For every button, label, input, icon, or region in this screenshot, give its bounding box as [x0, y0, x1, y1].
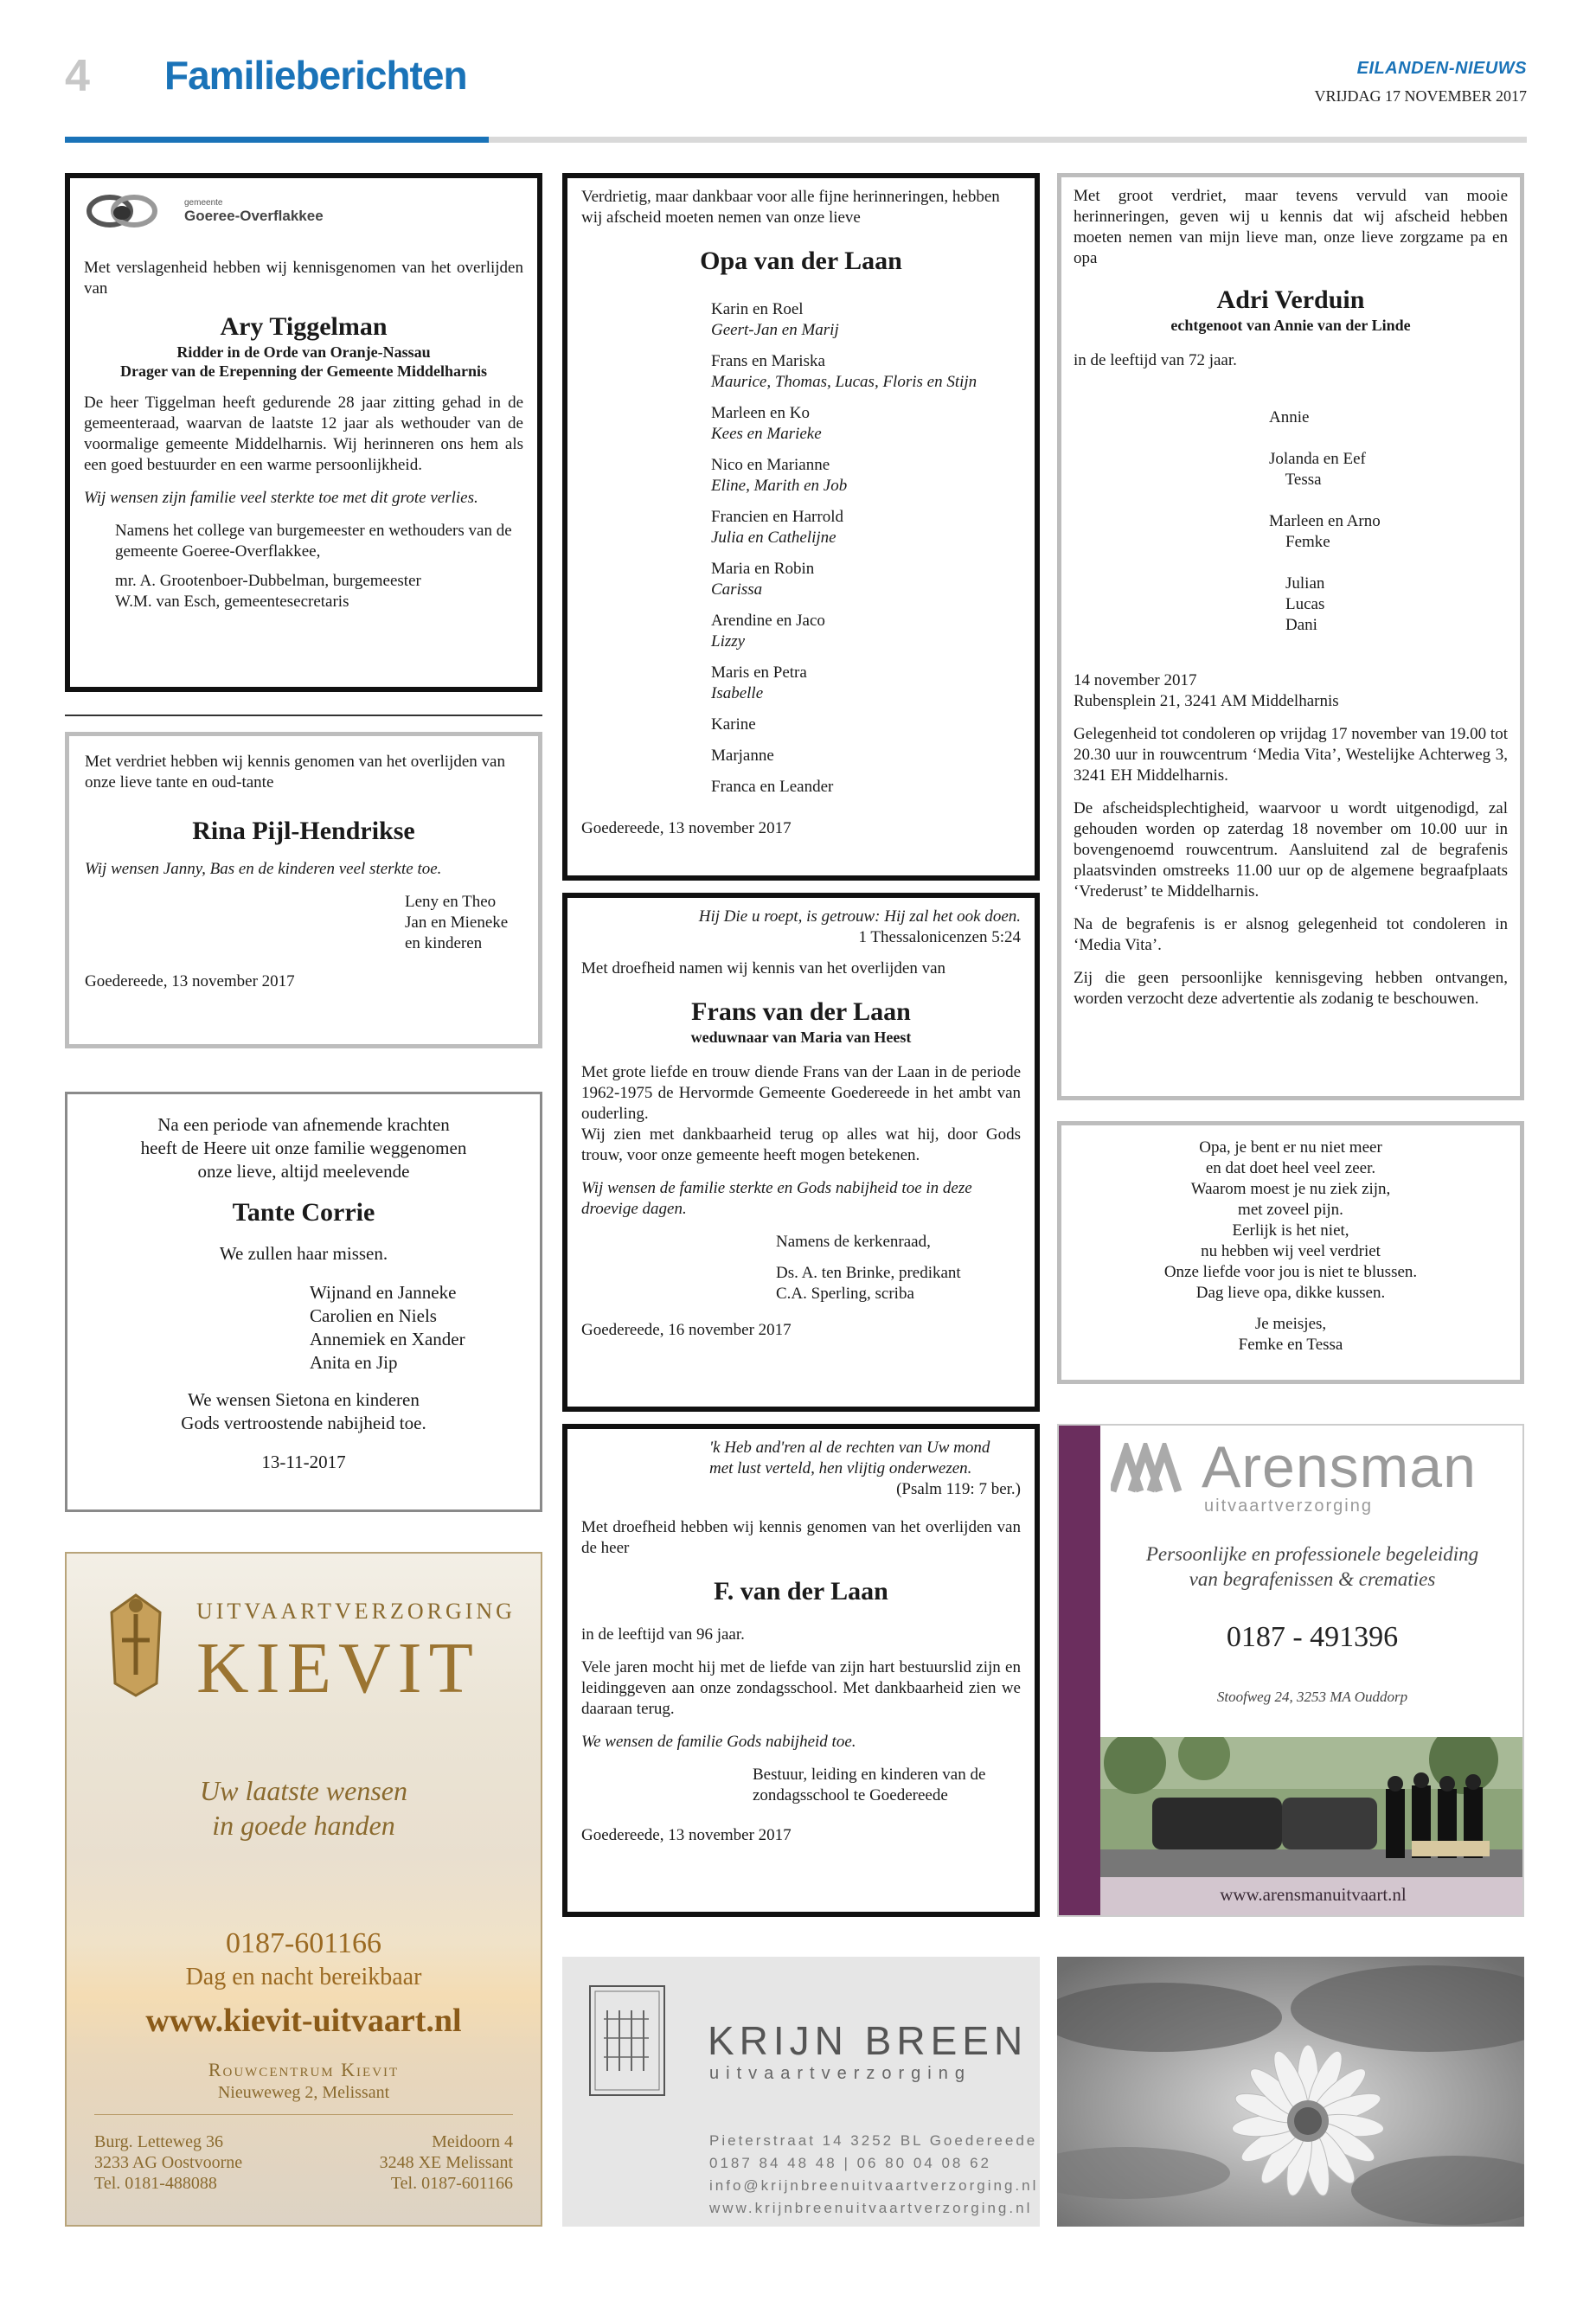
krijn-breen-logo-icon	[588, 1984, 666, 2097]
family-member: Julian	[1269, 574, 1325, 593]
ad-kievit-top: UITVAARTVERZORGING	[196, 1599, 516, 1624]
deceased-name: Tante Corrie	[232, 1198, 375, 1227]
miss-text: We zullen haar missen.	[219, 1243, 388, 1264]
signature: en kinderen	[405, 934, 483, 952]
poem-line: Dag lieve opa, dikke kussen.	[1195, 1284, 1386, 1302]
family-member: Tessa	[1269, 471, 1322, 489]
family-group	[711, 611, 1021, 652]
slogan-line: Uw laatste wensen	[200, 1775, 407, 1806]
family-grandchildren: Kees en Marieke	[711, 425, 822, 443]
family-member: Femke	[1269, 533, 1330, 551]
address-line: 3233 AG Oostvoorne	[94, 2153, 243, 2172]
ad-kievit	[65, 1552, 542, 2227]
family-group	[711, 351, 1021, 393]
deceased-name: Ary Tiggelman	[220, 312, 388, 341]
wish-text: Gods vertroostende nabijheid toe.	[181, 1413, 426, 1433]
deceased-name: Adri Verduin	[1216, 285, 1365, 314]
signature: Bestuur, leiding en kinderen van de zondagsschool te Goedereede	[753, 1766, 986, 1804]
family-group	[711, 746, 1021, 766]
signoff: Namens de kerkenraad,	[776, 1233, 931, 1251]
signature: Ds. A. ten Brinke, predikant	[776, 1264, 961, 1282]
poem-line: Waarom moest je nu ziek zijn,	[1190, 1180, 1391, 1198]
family-grandchildren: Isabelle	[711, 684, 764, 702]
body-text: Met grote liefde en trouw diende Frans van der Laan in de periode 1962-1975 de Hervormde Gemeente Goedereede in het ambt van ouderling.	[581, 1063, 1021, 1123]
notice-frans	[562, 893, 1040, 1412]
place-date: Goedereede, 13 november 2017	[581, 819, 792, 837]
intro: Met droefheid hebben wij kennis genomen van het overlijden van de heer	[581, 1518, 1021, 1557]
wish-text: Wij wensen zijn familie veel sterkte toe met dit grote verlies.	[84, 489, 478, 507]
section-title: Familieberichten	[164, 53, 467, 98]
family-parents: Marjanne	[711, 747, 774, 765]
address-line: Tel. 0187-601166	[390, 2174, 513, 2193]
body-text: Vele jaren mocht hij met de liefde van zijn hart bestuurslid zijn en leidinggeven aan onze zondagsschool. Met dankbaarheid zien we daaraan terug.	[581, 1658, 1021, 1718]
subtitle: weduwnaar van Maria van Heest	[690, 1029, 912, 1046]
tagline-line: Persoonlijke en professionele begeleiding	[1145, 1543, 1479, 1565]
funeral-photo	[1100, 1737, 1524, 1877]
family-group	[711, 777, 1021, 798]
deceased-name: Frans van der Laan	[691, 997, 911, 1026]
family-group	[711, 403, 1021, 445]
arensman-logo-icon	[1111, 1443, 1189, 1495]
wish-text: We wensen de familie Gods nabijheid toe.	[581, 1733, 856, 1751]
poem-line: met zoveel pijn.	[1238, 1201, 1343, 1219]
condolence-text: Gelegenheid tot condoleren op vrijdag 17 november van 19.00 tot 20.30 uur in rouwcentrum ‘Media Vita’, Westelijke Achterweg 3, 3241 EH Middelharnis.	[1074, 725, 1508, 785]
age-text: in de leeftijd van 72 jaar.	[1074, 351, 1237, 369]
body-text: De heer Tiggelman heeft gedurende 28 jaar zitting gehad in de gemeenteraad, waarvan de laatste 12 jaar als wethouder van de voormalige gemeente Middelharnis. Wij herinneren ons hem als een goed bestuurder en een warme persoonlijkheid.	[84, 394, 523, 474]
family-list	[1074, 407, 1508, 636]
address-line: Burg. Letteweg 36	[94, 2132, 224, 2151]
ad-kievit-brand: KIEVIT	[196, 1628, 480, 1708]
family-member: Anita en Jip	[310, 1352, 398, 1373]
intro: Met droefheid namen wij kennis van het overlijden van	[581, 959, 946, 977]
family-group	[711, 559, 1021, 600]
address: Rubensplein 21, 3241 AM Middelharnis	[1074, 692, 1339, 710]
signature: Je meisjes,	[1254, 1315, 1327, 1333]
family-parents: Karine	[711, 715, 756, 734]
family-member: Lucas	[1269, 595, 1325, 613]
psalm-quote: 'k Heb and'ren al de rechten van Uw mond	[709, 1439, 990, 1457]
family-parents: Franca en Leander	[711, 778, 834, 796]
family-parents: Nico en Marianne	[711, 456, 830, 474]
ad-arensman	[1057, 1424, 1524, 1917]
deceased-name: F. van der Laan	[714, 1577, 888, 1606]
subtitle: echtgenoot van Annie van der Linde	[1170, 317, 1411, 334]
family-grandchildren: Maurice, Thomas, Lucas, Floris en Stijn	[711, 373, 977, 391]
email-link[interactable]: info@krijnbreenuitvaartverzorging.nl	[709, 2177, 1039, 2194]
phone-line: 0187 84 48 48 | 06 80 04 08 62	[709, 2155, 992, 2171]
family-member: Wijnand en Janneke	[310, 1282, 457, 1303]
ad-kievit-availability: Dag en nacht bereikbaar	[185, 1964, 422, 1990]
signature: C.A. Sperling, scriba	[776, 1285, 914, 1303]
intro: Met verslagenheid hebben wij kennisgenomen van het overlijden van	[84, 259, 523, 298]
divider	[65, 715, 542, 716]
family-member: Jolanda en Eef	[1269, 450, 1366, 468]
poem	[1074, 1138, 1508, 1304]
psalm-reference: (Psalm 119: 7 ber.)	[896, 1480, 1021, 1498]
family-parents: Marleen en Ko	[711, 404, 810, 422]
arensman-address: Stoofweg 24, 3253 MA Ouddorp	[1216, 1689, 1408, 1705]
family-grandchildren: Geert-Jan en Marij	[711, 321, 839, 339]
family-member: Marleen en Arno	[1269, 512, 1381, 530]
arensman-tagline	[1100, 1541, 1524, 1592]
age-text: in de leeftijd van 96 jaar.	[581, 1625, 745, 1644]
krijn-breen-brand: KRIJN BREEN	[708, 2018, 1029, 2063]
daisy-photo	[1057, 1957, 1524, 2227]
intro-line: onze lieve, altijd meelevende	[197, 1161, 410, 1182]
family-parents: Frans en Mariska	[711, 352, 825, 370]
signature: Femke en Tessa	[1238, 1336, 1343, 1354]
honor-line: Ridder in de Orde van Oranje-Nassau	[176, 343, 431, 361]
place-date: Goedereede, 16 november 2017	[581, 1321, 792, 1339]
signature: Jan en Mieneke	[405, 913, 509, 932]
header-rule-accent	[65, 137, 489, 143]
family-parents: Francien en Harrold	[711, 508, 843, 526]
ad-divider	[94, 2114, 513, 2115]
poem-line: en dat doet heel veel zeer.	[1205, 1159, 1376, 1177]
address-line: 3248 XE Melissant	[379, 2153, 513, 2172]
body-text: Wij zien met dankbaarheid terug op alles wat hij, door Gods trouw, voor onze gemeente heeft mogen betekenen.	[581, 1125, 1021, 1164]
family-grandchildren: Julia en Cathelijne	[711, 529, 836, 547]
arensman-tag: uitvaartverzorging	[1204, 1497, 1373, 1516]
intro: Verdrietig, maar dankbaar voor alle fijne herinneringen, hebben wij afscheid moeten nemen van onze lieve	[581, 188, 1000, 227]
notice-corrie	[65, 1092, 542, 1512]
header-rule	[489, 137, 1527, 143]
place-date: Goedereede, 13 november 2017	[85, 972, 295, 990]
ad-accent-bar	[1059, 1426, 1100, 1915]
intro-line: Na een periode van afnemende krachten	[157, 1114, 450, 1135]
arensman-website[interactable]: www.arensmanuitvaart.nl	[1220, 1884, 1407, 1905]
website-link[interactable]: www.krijnbreenuitvaartverzorging.nl	[709, 2200, 1033, 2216]
family-group	[711, 663, 1021, 704]
condolence-text: Na de begrafenis is er alsnog gelegenheid tot condoleren in ‘Media Vita’.	[1074, 915, 1508, 954]
family-parents: Maris en Petra	[711, 663, 807, 682]
intro: Met groot verdriet, maar tevens vervuld van mooie herinneringen, geven wij u kennis dat wij afscheid hebben moeten nemen van mijn lieve man, onze lieve zorgzame pa en opa	[1074, 187, 1508, 267]
poem-line: Onze liefde voor jou is niet te blussen.	[1163, 1263, 1418, 1281]
page-number: 4	[65, 51, 90, 101]
ad-kievit-location-right	[380, 2131, 513, 2194]
family-member: Dani	[1269, 616, 1317, 634]
family-member: Carolien en Niels	[310, 1305, 437, 1326]
notice-opa	[562, 173, 1040, 881]
wish-text: We wensen Sietona en kinderen	[188, 1389, 420, 1410]
family-grandchildren: Carissa	[711, 580, 763, 599]
ad-kievit-website[interactable]: www.kievit-uitvaart.nl	[145, 2003, 462, 2039]
family-parents: Karin en Roel	[711, 300, 804, 318]
date: 13-11-2017	[261, 1452, 346, 1472]
ceremony-text: De afscheidsplechtigheid, waarvoor u wordt uitgenodigd, zal gehouden worden op zaterdag 18 november om 10.00 uur in bovengenoemd rouwcentrum. Aansluitend zal de begrafenis plaatsvinden omstreeks 11.00 uur op de algemene begraafplaats ‘Vrederust’ te Middelharnis.	[1074, 799, 1508, 901]
family-grandchildren: Eline, Marith en Job	[711, 477, 848, 495]
family-group	[711, 299, 1021, 341]
place-date: Goedereede, 13 november 2017	[581, 1826, 792, 1844]
arensman-phone: 0187 - 491396	[1226, 1621, 1399, 1653]
address-line: Pieterstraat 14 3252 BL Goedereede	[709, 2132, 1038, 2149]
slogan-line: in goede handen	[212, 1810, 395, 1841]
notice-rina	[65, 732, 542, 1048]
family-member: Annemiek en Xander	[310, 1329, 465, 1349]
psalm-quote: met lust verteld, hen vlijtig onderwezen.	[709, 1459, 972, 1477]
notice-text: Zij die geen persoonlijke kennisgeving hebben ontvangen, worden verzocht deze advertentie als zodanig te beschouwen.	[1074, 969, 1508, 1008]
poem-line: nu hebben wij veel verdriet	[1201, 1242, 1381, 1260]
notice-adri	[1057, 173, 1524, 1100]
intro: Met verdriet hebben wij kennis genomen van het overlijden van onze lieve tante en oud-tante	[85, 753, 505, 792]
date: 14 november 2017	[1074, 671, 1197, 689]
poem-line: Eerlijk is het niet,	[1232, 1221, 1349, 1240]
signature: mr. A. Grootenboer-Dubbelman, burgemeester	[115, 572, 421, 590]
ad-kievit-center-address: Nieuweweg 2, Melissant	[217, 2083, 390, 2102]
municipality-logo: gemeente Goeree-Overflakkee	[84, 187, 523, 235]
municipality-logo-icon	[84, 194, 179, 228]
family-group	[711, 455, 1021, 497]
ad-krijn-breen	[562, 1957, 1040, 2227]
krijn-breen-tag: uitvaartverzorging	[709, 2064, 971, 2083]
deceased-name: Rina Pijl-Hendrikse	[192, 817, 415, 845]
intro-line: heeft de Heere uit onze familie weggenomen	[140, 1138, 467, 1158]
address-line: Meidoorn 4	[432, 2132, 513, 2151]
notice-poem	[1057, 1121, 1524, 1384]
signature: W.M. van Esch, gemeentesecretaris	[115, 593, 349, 611]
signoff: Namens het college van burgemeester en wethouders van de gemeente Goeree-Overflakkee,	[115, 522, 512, 561]
family-group	[711, 715, 1021, 735]
family-member: Annie	[1269, 408, 1310, 426]
honor-line: Drager van de Erepenning der Gemeente Middelharnis	[120, 362, 487, 380]
family-member	[1269, 490, 1508, 511]
wish-text: Wij wensen de familie sterkte en Gods nabijheid toe in deze droevige dagen.	[581, 1179, 972, 1218]
wish-text: Wij wensen Janny, Bas en de kinderen veel sterkte toe.	[85, 860, 442, 878]
tagline-line: van begrafenissen & crematies	[1189, 1568, 1436, 1590]
address-line: Tel. 0181-488088	[94, 2174, 217, 2193]
ad-kievit-slogan	[67, 1773, 541, 1843]
poem-line: Opa, je bent er nu niet meer	[1199, 1138, 1382, 1157]
notice-tiggelman	[65, 173, 542, 692]
deceased-name: Opa van der Laan	[700, 247, 902, 275]
family-list	[581, 299, 1021, 798]
ad-kievit-phone: 0187-601166	[225, 1927, 382, 1959]
bible-reference: 1 Thessalonicenzen 5:24	[858, 928, 1021, 946]
ad-kievit-center: Rouwcentrum Kievit	[208, 2059, 400, 2080]
family-parents: Maria en Robin	[711, 560, 815, 578]
family-member	[1269, 553, 1508, 574]
issue-date: VRIJDAG 17 NOVEMBER 2017	[1314, 87, 1527, 105]
signature: Leny en Theo	[405, 893, 497, 911]
arensman-brand: Arensman	[1202, 1434, 1477, 1500]
ad-kievit-location-left	[94, 2131, 242, 2194]
family-group	[711, 507, 1021, 548]
paper-logo: EILANDEN-NIEUWS	[1356, 59, 1527, 78]
family-grandchildren: Lizzy	[711, 632, 746, 651]
notice-f	[562, 1424, 1040, 1917]
family-member	[1269, 428, 1508, 449]
bible-quote: Hij Die u roept, is getrouw: Hij zal het ook doen.	[698, 907, 1021, 926]
crest-icon	[93, 1588, 179, 1701]
krijn-breen-contact	[709, 2130, 1038, 2220]
family-parents: Arendine en Jaco	[711, 612, 825, 630]
